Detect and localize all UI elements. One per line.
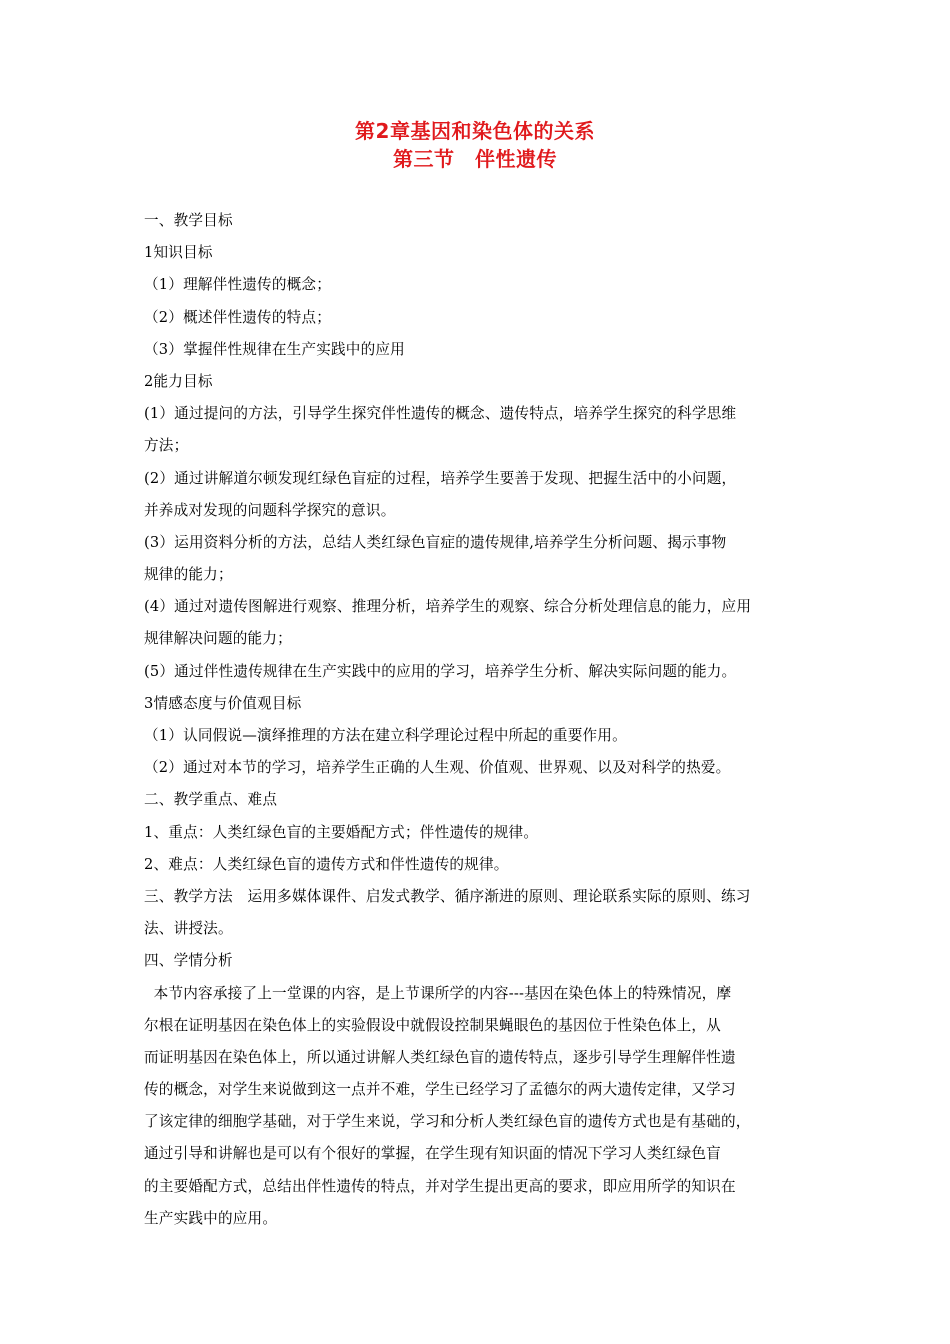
ability-item-line: (3）运用资料分析的方法，总结人类红绿色盲症的遗传规律,培养学生分析问题、揭示事物 — [144, 533, 727, 551]
ability-item-line: 方法； — [144, 437, 189, 455]
knowledge-item: （3）掌握伴性规律在生产实践中的应用 — [144, 340, 405, 358]
section-teaching-methods-line: 三、教学方法 运用多媒体课件、启发式教学、循序渐进的原则、理论联系实际的原则、练习 — [144, 887, 751, 905]
ability-item-line: 规律解决问题的能力； — [144, 630, 292, 648]
document-body — [144, 205, 812, 1235]
ability-item-line: (5）通过伴性遗传规律在生产实践中的应用的学习，培养学生分析、解决实际问题的能力。 — [144, 662, 737, 680]
section-heading-objectives: 一、教学目标 — [144, 212, 233, 229]
ability-item-line: (1）通过提问的方法，引导学生探究伴性遗传的概念、遗传特点，培养学生探究的科学思维 — [144, 405, 737, 423]
title-block — [0, 117, 950, 173]
knowledge-item: （1）理解伴性遗传的概念； — [144, 276, 332, 294]
analysis-paragraph-line: 尔根在证明基因在染色体上的实验假设中就假设控制果蝇眼色的基因位于性染色体上，从 — [144, 1016, 721, 1034]
analysis-paragraph-line: 传的概念，对学生来说做到这一点并不难，学生已经学习了孟德尔的两大遗传定律，又学习 — [144, 1081, 736, 1099]
attitude-item: （2）通过对本节的学习，培养学生正确的人生观、价值观、世界观、以及对科学的热爱。 — [144, 759, 731, 777]
section-heading-key-points: 二、教学重点、难点 — [144, 791, 278, 809]
analysis-paragraph-line: 本节内容承接了上一堂课的内容，是上节课所学的内容---基因在染色体上的特殊情况，摩 — [144, 984, 732, 1002]
section-heading-student-analysis: 四、学情分析 — [144, 952, 233, 970]
analysis-paragraph-line: 生产实践中的应用。 — [144, 1209, 278, 1227]
ability-item-line: 规律的能力； — [144, 566, 233, 584]
key-point-item: 2、难点：人类红绿色盲的遗传方式和伴性遗传的规律。 — [144, 855, 509, 873]
subheading-ability: 2能力目标 — [144, 372, 213, 390]
ability-item-line: (2）通过讲解道尔顿发现红绿色盲症的过程，培养学生要善于发现、把握生活中的小问题， — [144, 469, 737, 487]
section-teaching-methods-line: 法、讲授法。 — [144, 920, 233, 938]
subheading-attitude: 3情感态度与价值观目标 — [144, 694, 302, 712]
ability-item-line: (4）通过对遗传图解进行观察、推理分析，培养学生的观察、综合分析处理信息的能力，应用 — [144, 598, 752, 616]
analysis-paragraph-line: 而证明基因在染色体上，所以通过讲解人类红绿色盲的遗传特点，逐步引导学生理解伴性遗 — [144, 1048, 736, 1066]
analysis-paragraph-line: 了该定律的细胞学基础，对于学生来说，学习和分析人类红绿色盲的遗传方式也是有基础的， — [144, 1113, 751, 1131]
ability-item-line: 并养成对发现的问题科学探究的意识。 — [144, 501, 396, 519]
key-point-item: 1、重点：人类红绿色盲的主要婚配方式；伴性遗传的规律。 — [144, 823, 539, 841]
section-title: 第三节 伴性遗传 — [393, 147, 557, 171]
analysis-paragraph-line: 的主要婚配方式，总结出伴性遗传的特点，并对学生提出更高的要求，即应用所学的知识在 — [144, 1177, 736, 1195]
subheading-knowledge: 1知识目标 — [144, 244, 213, 262]
chapter-title: 第2章基因和染色体的关系 — [355, 119, 595, 143]
attitude-item: （1）认同假说—演绎推理的方法在建立科学理论过程中所起的重要作用。 — [144, 727, 627, 744]
analysis-paragraph-line: 通过引导和讲解也是可以有个很好的掌握，在学生现有知识面的情况下学习人类红绿色盲 — [144, 1145, 721, 1163]
knowledge-item: （2）概述伴性遗传的特点； — [144, 308, 332, 326]
